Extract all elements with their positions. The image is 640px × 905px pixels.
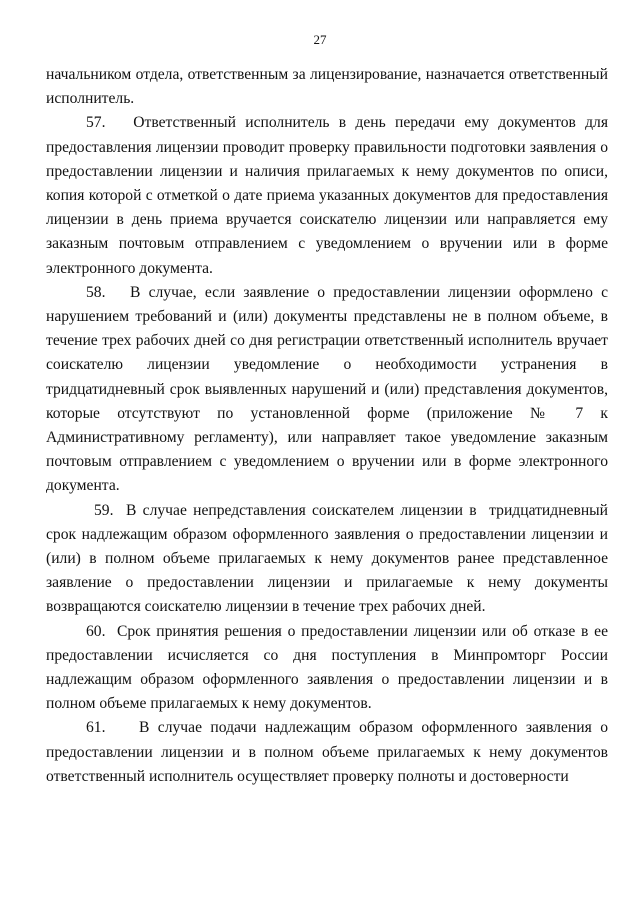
paragraph-59: 59. В случае непредставления соискателем лицензии в тридцатидневный срок надлежащим образом оформленного заявления о предоставлении лицензии и (или) в полном объеме прилагаемых к нему документов ранее представленное заявление о предоставлении лицензии и прилагаемые к нему документы возвращаются соискателю лицензии в течение трех рабочих дней. [46, 501, 608, 616]
paragraph-61: 61. В случае подачи надлежащим образом оформленного заявления о предоставлении лицензии и в полном объеме прилагаемых к нему документов ответственный исполнитель осуществляет проверку полноты и достоверности [46, 719, 608, 785]
paragraph-58: 58. В случае, если заявление о предоставлении лицензии оформлено с нарушением требований и (или) документы представлены не в полном объеме, в течение трех рабочих дней со дня регистрации ответственный исполнитель вручает соискателю лицензии уведомление о необходимости устранения в тридцатидневный срок выявленных нарушений и (или) представления документов, которые отсутствуют по установленной форме (приложение № 7 к Административному регламенту), или направляет такое уведомление заказным почтовым отправлением с уведомлением о вручении или в форме электронного документа. [46, 283, 608, 495]
paragraph-continuation: начальником отдела, ответственным за лицензирование, назначается ответственный исполнитель. [46, 66, 608, 108]
document-body [46, 63, 608, 789]
paragraph-60: 60. Срок принятия решения о предоставлении лицензии или об отказе в ее предоставлении исчисляется со дня поступления в Минпромторг России надлежащим образом оформленного заявления о предоставлении лицензии и в полном объеме прилагаемых к нему документов. [46, 622, 608, 713]
paragraph-57: 57. Ответственный исполнитель в день передачи ему документов для предоставления лицензии проводит проверку правильности подготовки заявления о предоставлении лицензии и наличия прилагаемых к нему документов по описи, копия которой с отметкой о дате приема указанных документов для предоставления лицензии в день приема вручается соискателю лицензии или направляется ему заказным почтовым отправлением с уведомлением о вручении или в форме электронного документа. [46, 114, 608, 277]
page-number: 27 [313, 32, 327, 47]
